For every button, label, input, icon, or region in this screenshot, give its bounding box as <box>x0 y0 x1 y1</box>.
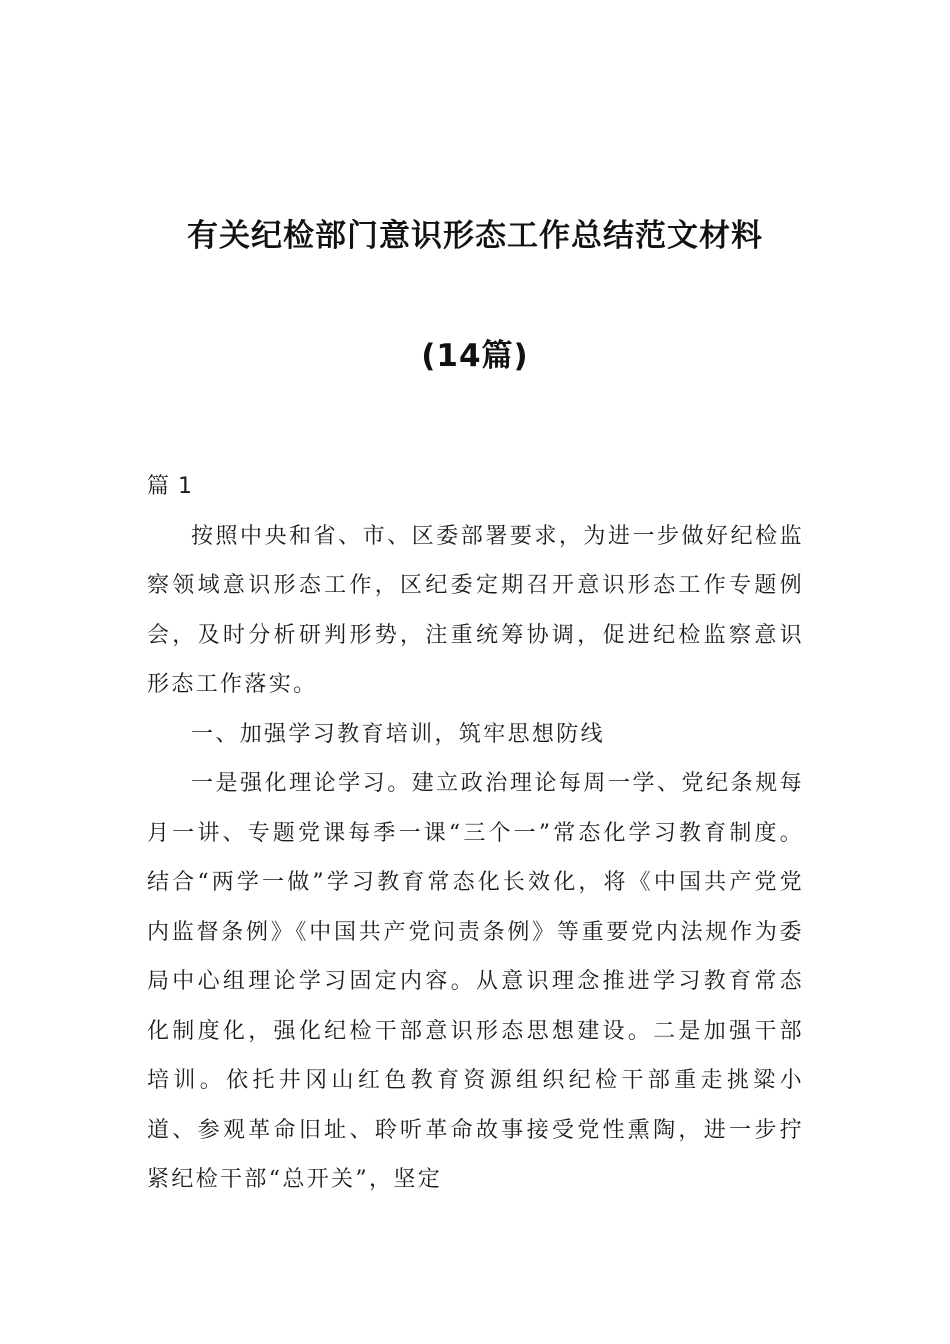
body-paragraph-study: 一是强化理论学习。建立政治理论每周一学、党纪条规每月一讲、专题党课每季一课“三个一”常态化学习教育制度。结合“两学一做”学习教育常态化长效化，将《中国共产党党内监督条例》《中国共产党问责条例》等重要党内法规作为委局中心组理论学习固定内容。从意识理念推进学习教育常态化制度化，强化纪检干部意识形态思想建设。二是加强干部培训。依托井冈山红色教育资源组织纪检干部重走挑粱小道、参观革命旧址、聆听革命故事接受党性熏陶，进一步拧紧纪检干部“总开关”，坚定 <box>147 771 804 1192</box>
body-paragraph-intro: 按照中央和省、市、区委部署要求，为进一步做好纪检监察领域意识形态工作，区纪委定期召开意识形态工作专题例会，及时分析研判形势，注重统筹协调，促进纪检监察意识形态工作落实。 <box>147 523 804 697</box>
section-label: 篇 1 <box>147 474 193 499</box>
document-subtitle: (14篇) <box>421 338 529 374</box>
document-title: 有关纪检部门意识形态工作总结范文材料 <box>187 218 763 254</box>
section-heading-1: 一、加强学习教育培训，筑牢思想防线 <box>191 721 605 747</box>
document-body <box>147 462 804 1205</box>
